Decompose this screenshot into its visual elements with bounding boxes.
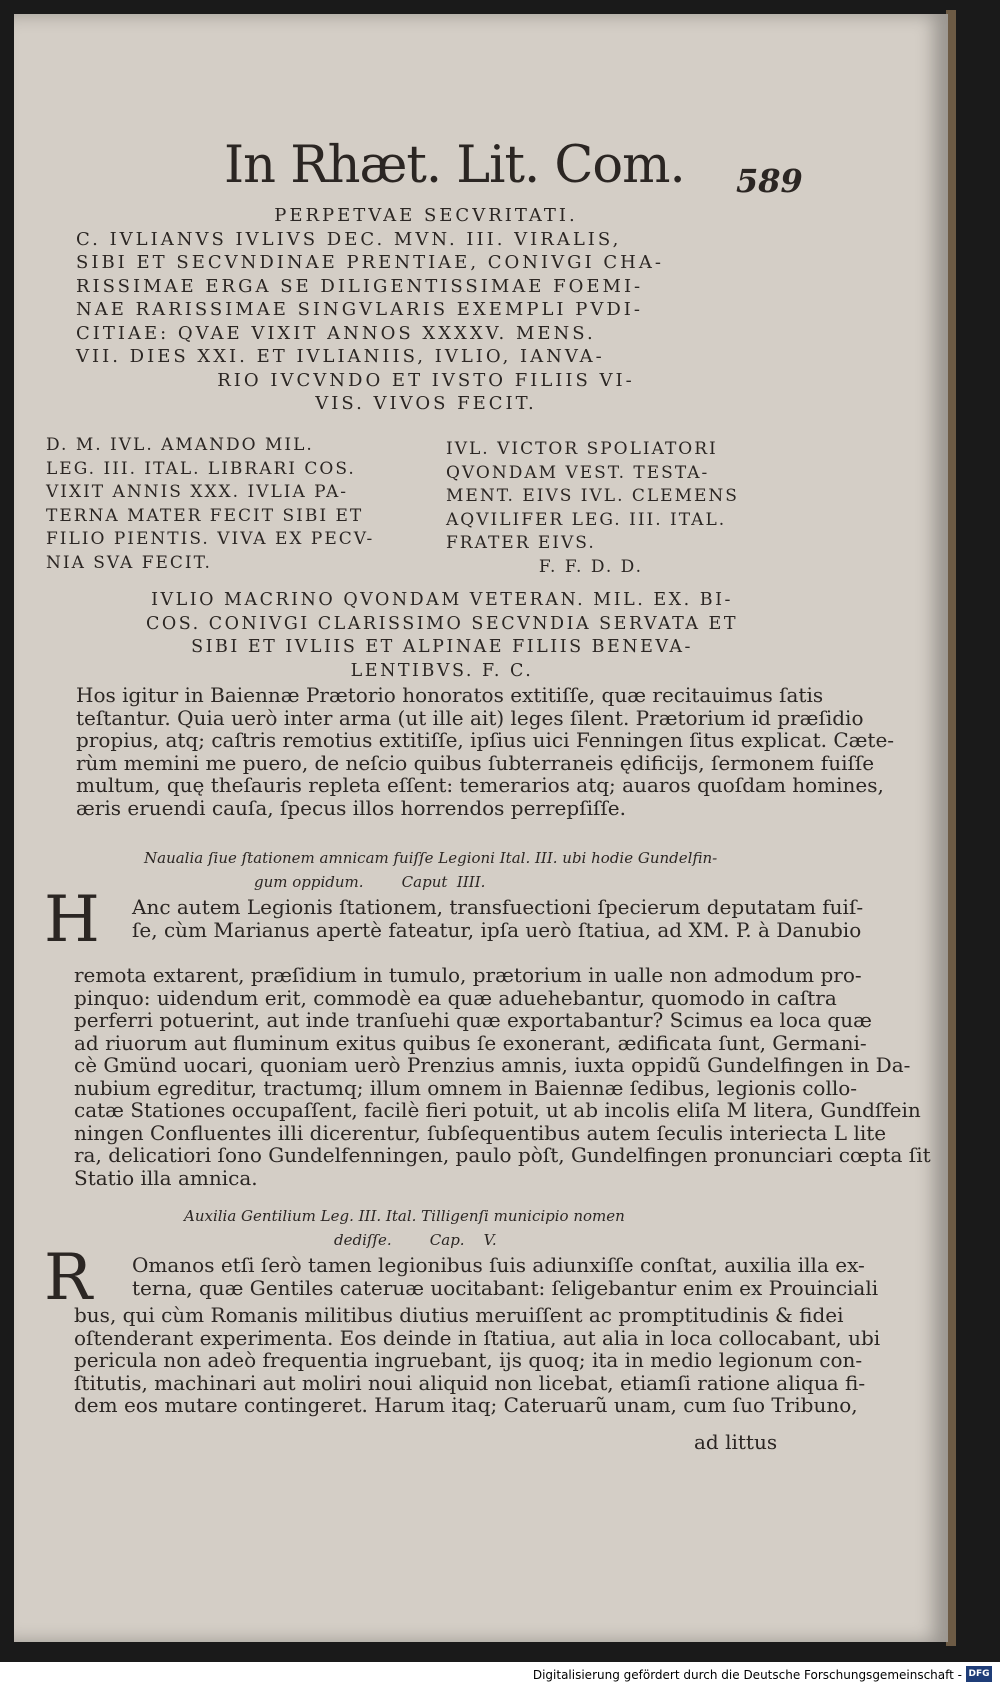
chapter-caption-4 (144, 846, 744, 894)
text-line: terna, quæ Gentiles cateruæ uocitabant: ſeligebantur enim ex Prouinciali (132, 1275, 879, 1300)
funding-credit: Digitalisierung gefördert durch die Deutsche Forschungsgemeinschaft - (532, 1668, 962, 1682)
inscription-line: NAE RARISSIMAE SINGVLARIS EXEMPLI PVDI- (76, 299, 643, 320)
inscription-line: LENTIBVS. F. C. (350, 660, 534, 681)
text-line: ningen Confluentes illi dicerentur, ſubſequentibus autem ſeculis interiecta L lite (74, 1120, 887, 1145)
page-number: 589 (736, 162, 803, 200)
caption-line: gum oppidum. Caput IIII. (254, 873, 486, 891)
inscription-line: IVL. VICTOR SPOLIATORI (446, 439, 718, 459)
text-line: multum, quę theſauris repleta eſſent: temerarios atq; auaros quoſdam homines, (76, 773, 884, 797)
text-line: catæ Stationes occupaſſent, facilè fieri potuit, ut ab incolis eliſa M litera, Gundſfein (74, 1098, 921, 1122)
inscription-line: TERNA MATER FECIT SIBI ET (46, 505, 364, 526)
paragraph-2 (74, 963, 931, 1190)
caption-line: Auxilia Gentilium Leg. III. Ital. Tilligenſi municipio nomen (184, 1207, 625, 1225)
inscription-line: FILIO PIENTIS. VIVA EX PECV- (46, 529, 375, 549)
caption-line: dediſſe. Cap. V. (334, 1231, 497, 1249)
text-line: ſtitutis, machinari aut moliri noui aliquid non licebat, etiamſi ratione aliqua fi- (74, 1370, 866, 1395)
text-line: Omanos etſi ſerò tamen legionibus ſuis adiunxiſſe conſtat, auxilia illa ex- (132, 1253, 865, 1277)
inscription-line: D. M. IVL. AMANDO MIL. (46, 435, 314, 455)
inscription-left (46, 434, 416, 575)
inscription-line: F. F. D. D. (538, 556, 644, 577)
text-line: rùm memini me puero, de neſcio quibus ſubterraneis ędificijs, ſermonem fuiſſe (76, 750, 875, 775)
paragraph-1 (76, 683, 895, 820)
inscription-line: C. IVLIANVS IVLIVS DEC. MVN. III. VIRALIS, (76, 228, 622, 250)
inscription-line: PERPETVAE SECVRITATI. (274, 205, 578, 226)
text-line: æris eruendi cauſa, ſpecus illos horrendos perrepſiſſe. (76, 795, 626, 820)
scanned-page (14, 14, 948, 1642)
inscription-top (76, 204, 776, 416)
text-line: Hos igitur in Baiennæ Prætorio honoratos extitiſſe, quæ recitauimus ſatis (76, 683, 824, 707)
text-line: bus, qui cùm Romanis militibus diutius meruiſſent ac promptitudinis & fidei (74, 1303, 844, 1327)
text-line: perferri potuerint, aut inde tranſuehi quæ exportabantur? Scimus ea loca quæ (74, 1008, 872, 1032)
inscription-line: MENT. EIVS IVL. CLEMENS (446, 486, 739, 506)
text-line: propius, atq; caſtris remotius extitiſſe, ipſius uici Fenningen ſitus explicat. Cæte- (76, 728, 895, 752)
text-line: teſtantur. Quia uerò inter arma (ut ille ait) leges ſilent. Prætorium id præſidio (76, 705, 864, 730)
inscription-line: CITIAE: QVAE VIXIT ANNOS XXXXV. MENS. (76, 322, 596, 344)
running-title: In Rhæt. Lit. Com. (224, 136, 685, 195)
text-line: pinquo: uidendum erit, commodè ea quæ aduehebantur, quomodo in caſtra (74, 985, 837, 1010)
inscription-line: IVLIO MACRINO QVONDAM VETERAN. MIL. EX. BI- (151, 590, 733, 610)
inscription-line: RIO IVCVNDO ET IVSTO FILIIS VI- (217, 369, 635, 391)
inscription-line: NIA SVA FECIT. (46, 552, 212, 573)
text-line: Anc autem Legionis ſtationem, transfuectioni ſpecierum deputatam fuiſ- (132, 895, 864, 919)
text-line: ſe, cùm Marianus apertè fateatur, ipſa uerò ſtatiua, ad XM. P. à Danubio (132, 917, 862, 942)
paragraph-3-first-lines (132, 1253, 879, 1300)
inscription-line: LEG. III. ITAL. LIBRARI COS. (46, 458, 356, 479)
inscription-line: QVONDAM VEST. TESTA- (446, 462, 710, 483)
inscription-line: SIBI ET IVLIIS ET ALPINAE FILIIS BENEVA- (191, 637, 693, 657)
chapter-caption-5 (184, 1204, 744, 1252)
caption-line: Naualia ſiue ſtationem amnicam fuiſſe Legioni Ital. III. ubi hodie Gundelfin- (144, 849, 718, 867)
dropcap-r: R (44, 1241, 93, 1315)
inscription-line: RISSIMAE ERGA SE DILIGENTISSIMAE FOEMI- (76, 275, 644, 297)
inscription-line: AQVILIFER LEG. III. ITAL. (446, 509, 727, 530)
text-line: nubium egreditur, tractumq; illum omnem in Baiennæ ſedibus, legionis collo- (74, 1075, 858, 1100)
dropcap-h: H (44, 883, 100, 957)
inscription-line: COS. CONIVGI CLARISSIMO SECVNDIA SERVATA ET (146, 613, 738, 634)
text-line: dem eos mutare contingeret. Harum itaq; Cateruarũ unam, cum ſuo Tribuno, (74, 1393, 858, 1417)
dfg-logo: DFG (966, 1666, 992, 1682)
text-line: ad riuorum aut fluminum exitus quibus ſe exonerant, ædificata ſunt, Germani- (74, 1030, 867, 1055)
catchword: ad littus (694, 1430, 778, 1454)
inscription-line: VIS. VIVOS FECIT. (315, 393, 537, 414)
paragraph-3 (74, 1303, 881, 1417)
text-line: Statio illa amnica. (74, 1165, 258, 1190)
inscription-line: VII. DIES XXI. ET IVLIANIIS, IVLIO, IANVA- (76, 346, 605, 367)
text-line: oſtenderant experimenta. Eos deinde in ſtatiua, aut alia in loca collocabant, ubi (74, 1325, 881, 1350)
text-line: pericula non adeò frequentia ingruebant, ijs quoq; ita in medio legionum con- (74, 1348, 863, 1372)
inscription-bottom (102, 589, 782, 683)
inscription-line: SIBI ET SECVNDINAE PRENTIAE, CONIVGI CHA- (76, 252, 664, 273)
paragraph-2-first-lines (132, 895, 864, 942)
text-line: remota extarent, præſidium in tumulo, prætorium in ualle non admodum pro- (74, 963, 862, 987)
text-line: cè Gmünd uocari, quoniam uerò Prenzius amnis, iuxta oppidũ Gundelfingen in Da- (74, 1053, 911, 1077)
inscription-line: FRATER EIVS. (446, 533, 596, 553)
text-line: ra, delicatiori ſono Gundelfenningen, paulo pòſt, Gundelfingen pronunciari cœpta ſit (74, 1143, 931, 1167)
inscription-line: VIXIT ANNIS XXX. IVLIA PA- (46, 482, 349, 502)
inscription-right (446, 438, 796, 579)
